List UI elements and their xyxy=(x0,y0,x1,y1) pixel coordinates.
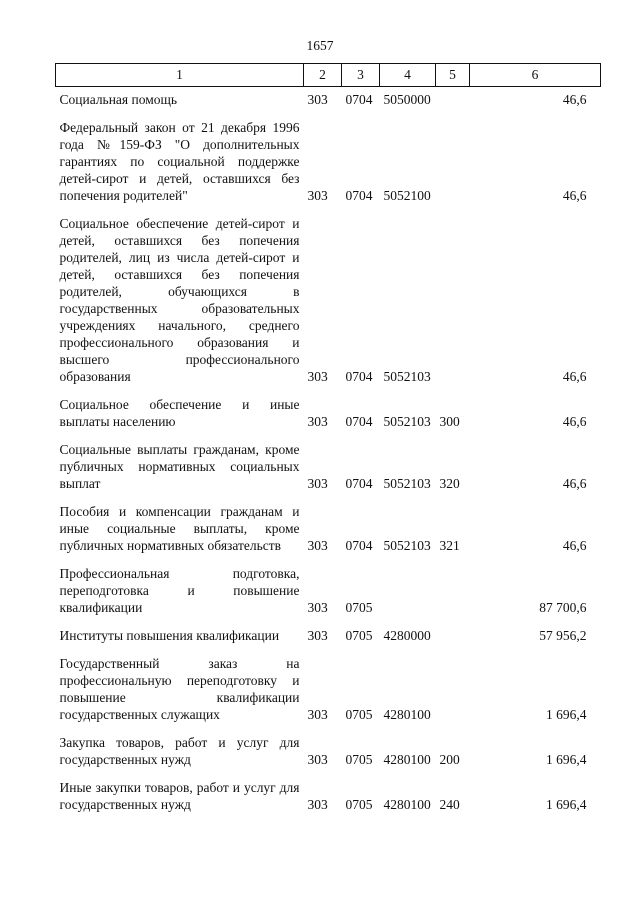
row-csr: 4280100 xyxy=(383,752,431,767)
row-amount: 57 956,2 xyxy=(539,628,587,643)
row-csr: 5052103 xyxy=(383,476,431,491)
table-row xyxy=(56,770,601,815)
row-amount: 46,6 xyxy=(562,188,587,203)
row-gr: 303 xyxy=(307,92,328,107)
row-gr: 303 xyxy=(307,628,328,643)
row-rz: 0704 xyxy=(345,369,373,384)
row-vr xyxy=(436,87,470,111)
table-row xyxy=(56,387,601,432)
row-vr: 200 xyxy=(439,752,460,767)
page-number: 1657 xyxy=(306,38,334,53)
row-csr: 5052103 xyxy=(383,414,431,429)
row-name: Федеральный закон от 21 декабря 1996 года №159-ФЗ "О дополнительных гарантиях по социальной поддержке детей-сирот и детей, оставшихся без попечения родителей" xyxy=(59,120,300,203)
row-csr: 5052103 xyxy=(383,538,431,553)
row-rz: 0704 xyxy=(345,188,373,203)
row-vr xyxy=(436,556,470,618)
row-csr: 4280100 xyxy=(383,707,431,722)
table-row xyxy=(56,725,601,770)
table-row xyxy=(56,494,601,556)
budget-table xyxy=(55,63,601,815)
row-rz: 0705 xyxy=(345,628,373,643)
table-header xyxy=(56,64,601,87)
row-name: Пособия и компенсации гражданам и иные социальные выплаты, кроме публичных нормативных обязательств xyxy=(59,504,300,553)
row-gr: 303 xyxy=(307,188,328,203)
row-vr: 320 xyxy=(439,476,460,491)
row-gr: 303 xyxy=(307,538,328,553)
row-vr xyxy=(436,618,470,646)
row-rz: 0704 xyxy=(345,92,373,107)
table-row xyxy=(56,432,601,494)
row-csr: 5052103 xyxy=(383,369,431,384)
row-gr: 303 xyxy=(307,414,328,429)
row-amount: 1 696,4 xyxy=(546,797,587,812)
row-rz: 0705 xyxy=(345,752,373,767)
row-name: Социальная помощь xyxy=(59,92,178,107)
header-col-1: 1 xyxy=(56,64,304,87)
row-amount: 1 696,4 xyxy=(546,707,587,722)
row-amount: 87 700,6 xyxy=(539,600,587,615)
row-rz: 0704 xyxy=(345,538,373,553)
row-csr xyxy=(380,556,436,618)
row-gr: 303 xyxy=(307,476,328,491)
row-amount: 1 696,4 xyxy=(546,752,587,767)
row-rz: 0705 xyxy=(345,600,373,615)
header-row xyxy=(56,64,601,87)
row-vr xyxy=(436,206,470,387)
row-vr: 240 xyxy=(439,797,460,812)
row-vr xyxy=(436,110,470,206)
row-name: Институты повышения квалификации xyxy=(59,628,280,643)
table-row xyxy=(56,646,601,725)
table-row xyxy=(56,618,601,646)
header-col-4: 4 xyxy=(380,64,436,87)
row-csr: 5052100 xyxy=(383,188,431,203)
row-gr: 303 xyxy=(307,707,328,722)
header-col-3: 3 xyxy=(342,64,380,87)
row-name: Иные закупки товаров, работ и услуг для государственных нужд xyxy=(59,780,300,812)
header-col-5: 5 xyxy=(436,64,470,87)
row-rz: 0704 xyxy=(345,414,373,429)
row-name: Социальные выплаты гражданам, кроме публичных нормативных социальных выплат xyxy=(59,442,300,491)
row-rz: 0705 xyxy=(345,707,373,722)
row-csr: 4280100 xyxy=(383,797,431,812)
row-amount: 46,6 xyxy=(562,414,587,429)
row-amount: 46,6 xyxy=(562,92,587,107)
row-amount: 46,6 xyxy=(562,538,587,553)
row-rz: 0705 xyxy=(345,797,373,812)
row-name: Социальное обеспечение детей-сирот и детей, оставшихся без попечения родителей, лиц из числа детей-сирот и детей, оставшихся без попечения родителей, обучающихся в государственных образовательных учреждениях начального, среднего профессионального образования и высшего профессионального образования xyxy=(59,216,300,384)
row-amount: 46,6 xyxy=(562,369,587,384)
header-col-2: 2 xyxy=(304,64,342,87)
row-vr: 300 xyxy=(439,414,460,429)
row-gr: 303 xyxy=(307,797,328,812)
table-row xyxy=(56,110,601,206)
row-csr: 5050000 xyxy=(383,92,431,107)
row-name: Закупка товаров, работ и услуг для государственных нужд xyxy=(59,735,300,767)
table-body xyxy=(56,87,601,816)
table-row xyxy=(56,556,601,618)
row-gr: 303 xyxy=(307,369,328,384)
row-vr: 321 xyxy=(439,538,460,553)
row-name: Социальное обеспечение и иные выплаты населению xyxy=(59,397,300,429)
row-rz: 0704 xyxy=(345,476,373,491)
table-row xyxy=(56,87,601,111)
row-csr: 4280000 xyxy=(383,628,431,643)
row-gr: 303 xyxy=(307,600,328,615)
row-gr: 303 xyxy=(307,752,328,767)
row-name: Государственный заказ на профессиональную переподготовку и повышение квалификации государственных служащих xyxy=(59,656,300,722)
table-row xyxy=(56,206,601,387)
row-vr xyxy=(436,646,470,725)
row-name: Профессиональная подготовка, переподготовка и повышение квалификации xyxy=(59,566,300,615)
row-amount: 46,6 xyxy=(562,476,587,491)
header-col-6: 6 xyxy=(470,64,601,87)
